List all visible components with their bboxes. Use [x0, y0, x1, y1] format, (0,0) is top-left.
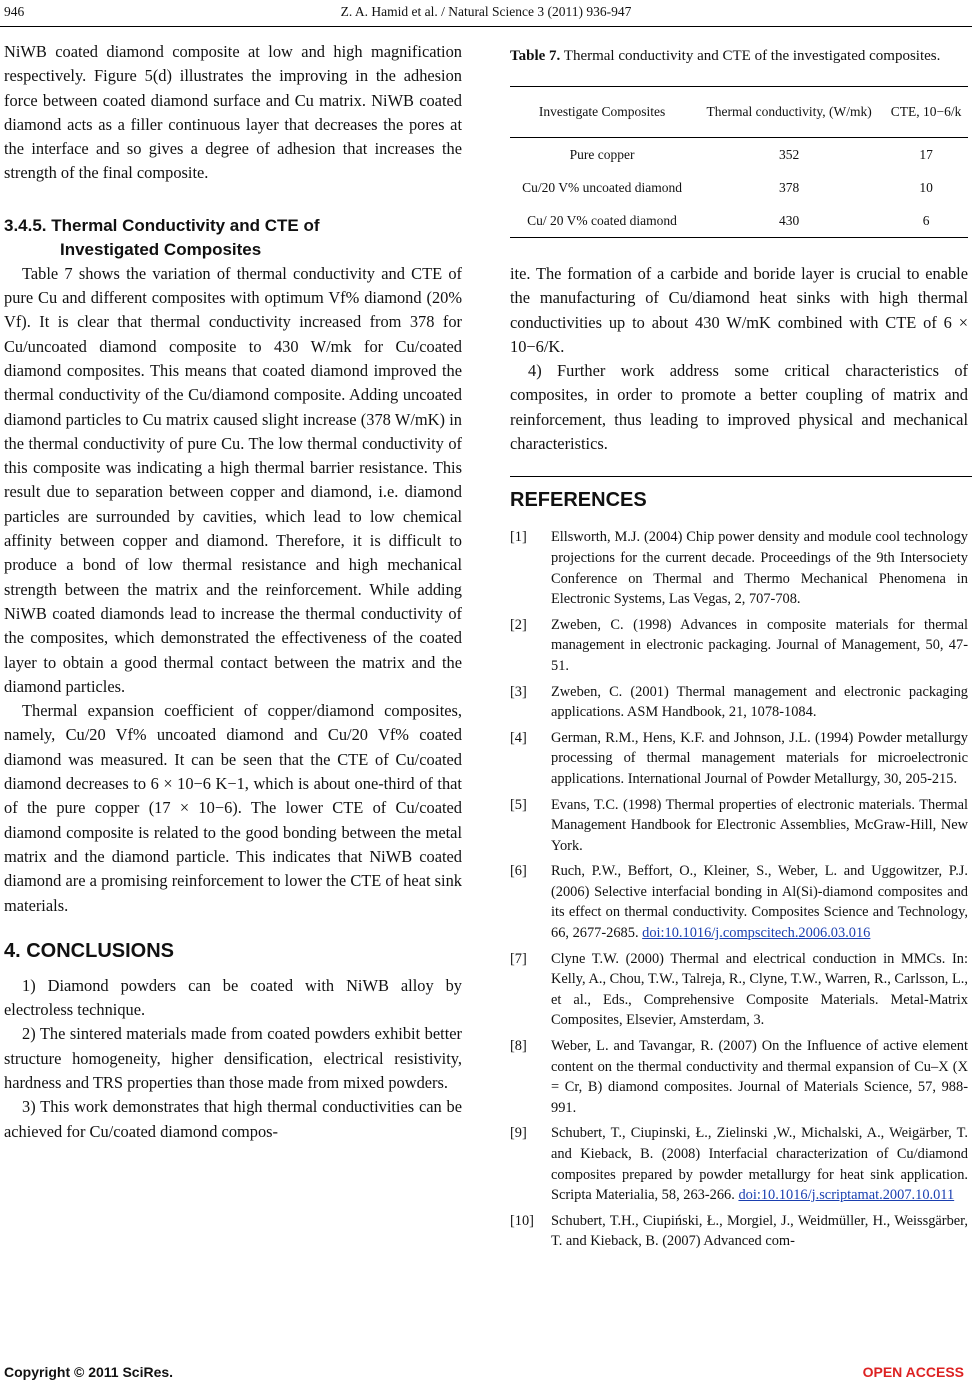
table-cell: 10 — [919, 179, 933, 195]
reference-text: Schubert, T., Ciupinski, Ł., Zielinski ,W., Michalski, A., Weigärber, T. and Kieback, B. (2008) Interfacial characterization of Cu/diamond composites prepared by powder metallurgy for heat sink application. Scripta Materialia, 58, 263-266. — [551, 1125, 968, 1204]
section-heading-3-4-5 — [4, 214, 462, 262]
table-row — [510, 204, 968, 238]
reference-text: Zweben, C. (2001) Thermal management and electronic packaging applications. ASM Handbook, 21, 1078-1084. — [551, 683, 968, 721]
table-cell: 378 — [778, 179, 800, 195]
paragraph-adhesion: NiWB coated diamond composite at low and high magnification respectively. Figure 5(d) illustrates the improving in the adhesion force between coated diamond surface and Cu matrix. NiWB coated diamond acts as a filler continuous layer that decreases the pores at the interface and so gives a degree of adhesion that increases the strength of the final composite. — [4, 42, 462, 183]
reference-number: [2] — [510, 616, 527, 633]
reference-number: [5] — [510, 796, 527, 813]
paragraph-thermal-conductivity: Table 7 shows the variation of thermal conductivity and CTE of pure Cu and different composites with optimum Vf% diamond (20% Vf). It is clear that thermal conductivity increased from 378 for Cu/uncoated diamond composite to 430 W/mk for Cu/coated diamond composites. This means that coated diamond improved the thermal conductivity of the Cu/diamond composite. Adding uncoated diamond particles to Cu matrix caused slight increase (378 W/mK) in the thermal conductivity of pure Cu. The low thermal conductivity of this composite was indicating a high thermal barrier resistance. This result due to separation between copper and diamond, i.e. diamond particles are surrounded by cavities, which lead to low chemical affinity between copper and diamond. Therefore, it is difficult to produce a bond of low thermal resistance and high mechanical strength between the matrix and the reinforcement. While adding NiWB coated diamonds lead to increase the thermal conductivity of the composites, which demonstrated the effectiveness of the coated layer to obtain a good thermal contact between the matrix and the diamond particles. — [4, 263, 462, 696]
conclusion-4: 4) Further work address some critical characteristics of composites, in order to promote a better coupling of matrix and reinforcement, thus leading to improved physical and mechanical characteristics. — [510, 361, 968, 454]
reference-list — [510, 527, 968, 1252]
reference-item — [510, 527, 968, 609]
table-row — [510, 138, 968, 172]
conclusion-3: 3) This work demonstrates that high thermal conductivities can be achieved for Cu/coated diamond compos- — [4, 1097, 462, 1141]
reference-number: [10] — [510, 1212, 534, 1229]
header-rule — [0, 26, 972, 27]
reference-text: Ruch, P.W., Beffort, O., Kleiner, S., Weber, L. and Uggowitzer, P.J. (2006) Selective interfacial bonding in Al(Si)-diamond composites and its effect on thermal conductivity. Composites Science and Technology, 66, 2677-2685. — [551, 863, 968, 942]
table-cell: 6 — [884, 204, 968, 238]
reference-number: [6] — [510, 863, 527, 880]
reference-item — [510, 861, 968, 943]
reference-item — [510, 1036, 968, 1118]
conclusion-1: 1) Diamond powders can be coated with NiWB alloy by electroless technique. — [4, 975, 462, 1020]
reference-text: Zweben, C. (1998) Advances in composite materials for thermal management in electronic packaging. Journal of Management, 50, 47-51. — [551, 616, 968, 674]
doi-link[interactable]: doi:10.1016/j.scriptamat.2007.10.011 — [738, 1187, 955, 1204]
reference-item — [510, 728, 968, 790]
table-row — [510, 171, 968, 204]
reference-text: Evans, T.C. (1998) Thermal properties of electronic materials. Thermal Management Handbook for Electronic Assemblies, McGraw-Hill, New York. — [551, 796, 968, 854]
reference-number: [1] — [510, 529, 527, 546]
paragraph-cte: Thermal expansion coefficient of copper/diamond composites, namely, Cu/20 Vf% uncoated diamond and Cu/20 Vf% coated diamond was measured. It can be seen that the CTE of Cu/coated diamond decreases to 6 × 10−6 K−1, which is about one-third of that of the pure copper (17 × 10−6). The lower CTE of Cu/coated diamond composite is related to the good bonding between the metal matrix and the diamond particle. This indicates that NiWB coated diamond are a promising reinforcement to lower the CTE of heat sink materials. — [4, 701, 462, 915]
section-heading-line-1: 3.4.5. Thermal Conductivity and CTE of — [4, 215, 320, 235]
reference-text: Weber, L. and Tavangar, R. (2007) On the Influence of active element content on the thermal conductivity and thermal expansion of Cu–X (X = Cr, B) diamond composites. Journal of Materials Science, 57, 988-991. — [551, 1038, 968, 1116]
reference-item — [510, 1123, 968, 1205]
reference-item — [510, 1211, 968, 1252]
table-7-caption — [510, 46, 968, 66]
page-number: 946 — [4, 4, 25, 19]
reference-text: Clyne T.W. (2000) Thermal and electrical conduction in MMCs. In: Kelly, A., Chou, T.W., Talreja, R., Clyne, T.W., Warren, R., Carlsson, L., et al., Eds., Comprehensive Composite Materials. Metal-Matrix Composites, Elsevier, Amsterdam, 3. — [551, 950, 968, 1029]
reference-text: Schubert, T.H., Ciupiński, Ł., Morgiel, J., Weidmüller, H., Weissgärber, T. and Kieback, B. (2007) Advanced com- — [551, 1212, 968, 1250]
left-column — [4, 40, 462, 1144]
reference-item — [510, 615, 968, 677]
reference-item — [510, 949, 968, 1031]
table-header-conductivity: Thermal conductivity, (W/mk) — [694, 87, 884, 138]
running-title: Z. A. Hamid et al. / Natural Science 3 (2011) 936-947 — [340, 4, 632, 19]
table-cell: 17 — [919, 146, 933, 162]
references-rule — [510, 476, 972, 477]
conclusion-3-continued: ite. The formation of a carbide and boride layer is crucial to enable the manufacturing of Cu/diamond heat sinks with high thermal conductivities up to about 430 W/mK combined with CTE of 6 × 10−6/K. — [510, 264, 968, 356]
table-header-composites: Investigate Composites — [510, 87, 694, 138]
doi-link[interactable]: doi:10.1016/j.compscitech.2006.03.016 — [642, 925, 871, 942]
section-heading-conclusions: 4. CONCLUSIONS — [4, 939, 175, 962]
reference-number: [7] — [510, 950, 527, 967]
table-cell: Pure copper — [569, 146, 635, 162]
references-heading: REFERENCES — [510, 489, 647, 512]
table-7 — [510, 86, 968, 238]
running-header — [0, 4, 972, 26]
conclusion-2: 2) The sintered materials made from coated powders exhibit better structure homogeneity, higher densification, electrical resistivity, hardness and TRS properties than those made from mixed powders. — [4, 1024, 462, 1092]
reference-text: Ellsworth, M.J. (2004) Chip power density and module cool technology projections for the current decade. Proceedings of the 9th Intersociety Conference on Thermal and Thermo Mechanical Phenomena in Electronic Systems, Las Vegas, 2, 707-708. — [551, 529, 968, 608]
copyright-notice: Copyright © 2011 SciRes. — [4, 1364, 174, 1380]
table-header-row — [510, 87, 968, 138]
table-cell: Cu/20 V% uncoated diamond — [522, 179, 682, 195]
table-cell: 352 — [778, 146, 800, 162]
reference-number: [8] — [510, 1038, 527, 1055]
open-access-label: OPEN ACCESS — [862, 1364, 964, 1380]
table-cell: 430 — [694, 204, 884, 238]
right-column — [510, 40, 968, 1257]
reference-number: [4] — [510, 729, 527, 746]
table-cell: Cu/ 20 V% coated diamond — [510, 204, 694, 238]
reference-number: [9] — [510, 1125, 527, 1142]
table-7-caption-text: Thermal conductivity and CTE of the investigated composites. — [563, 48, 941, 64]
reference-number: [3] — [510, 683, 527, 700]
table-7-label: Table 7. — [510, 48, 561, 64]
reference-item — [510, 682, 968, 723]
reference-item — [510, 795, 968, 857]
section-heading-line-2: Investigated Composites — [60, 239, 262, 259]
reference-text: German, R.M., Hens, K.F. and Johnson, J.L. (1994) Powder metallurgy processing of thermal management materials for microelectronic applications. International Journal of Powder Metallurgy, 30, 205-215. — [551, 729, 968, 787]
table-header-cte: CTE, 10−6/k — [884, 87, 968, 138]
